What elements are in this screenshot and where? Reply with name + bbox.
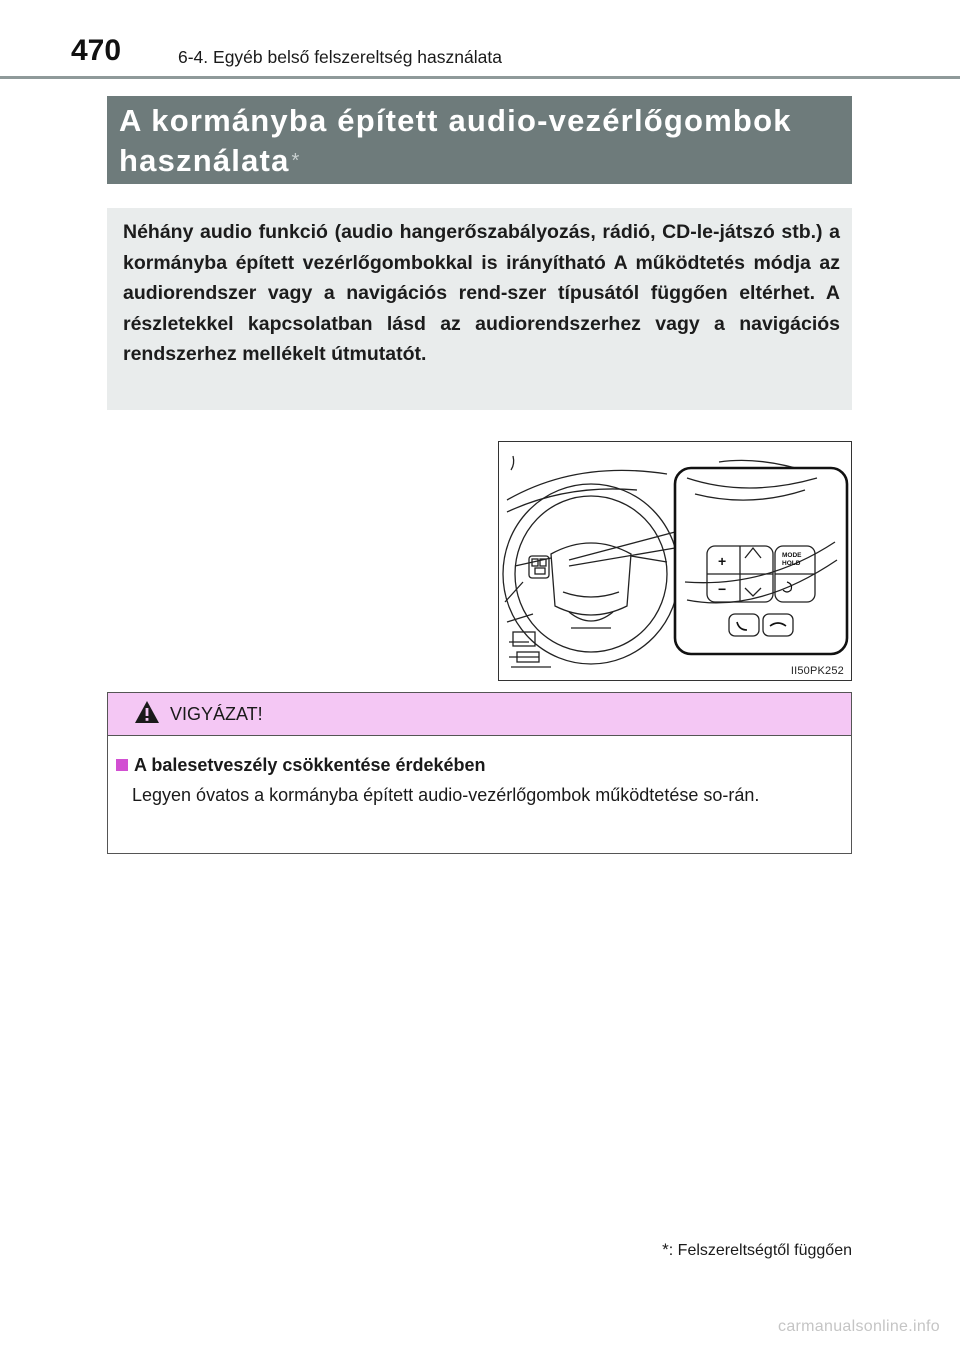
page-title <box>119 101 840 181</box>
caution-box <box>107 692 852 854</box>
zoom-callout <box>675 468 847 654</box>
warning-triangle-icon <box>134 700 160 724</box>
footnote-marker: * <box>662 1240 669 1259</box>
title-line-1: A kormányba épített audio-vezérlőgombok <box>119 103 792 138</box>
title-banner <box>107 96 852 184</box>
caution-subheading <box>116 755 486 776</box>
title-line-2: használata <box>119 143 290 178</box>
footnote <box>662 1240 852 1260</box>
footnote-text: : Felszereltségtől függően <box>668 1242 852 1259</box>
intro-text: Néhány audio funkció (audio hangerőszabályozás, rádió, CD-le-játszó stb.) a kormányba épített vezérlőgombokkal is irányítható A működtetés módja az audiorendszer vagy a navigációs rend-szer típusától függően eltérhet. A részletekkel kapcsolatban lásd az audiorendszerhez vagy a navigációs rendszerhez mellékelt útmutatót. <box>123 221 840 366</box>
header-divider <box>0 76 960 79</box>
volume-down-label: − <box>718 581 727 597</box>
intro-box <box>107 208 852 410</box>
title-footnote-marker: * <box>291 150 301 172</box>
steering-wheel-illustration <box>498 441 852 681</box>
section-header: 6-4. Egyéb belső felszereltség használata <box>178 47 502 67</box>
caution-header <box>108 693 851 736</box>
bullet-square-icon <box>116 759 128 771</box>
hold-label: HOLD <box>782 560 801 567</box>
figure-code: II50PK252 <box>790 665 844 677</box>
caution-body: Legyen óvatos a kormányba épített audio-vezérlőgombok működtetése so-rán. <box>132 785 760 805</box>
page-number: 470 <box>71 34 122 67</box>
mode-label: MODE <box>782 552 802 559</box>
caution-subheading-text: A balesetveszély csökkentése érdekében <box>134 755 486 775</box>
steering-wheel-drawing <box>499 442 853 682</box>
watermark: carmanualsonline.info <box>778 1318 940 1335</box>
caution-title: VIGYÁZAT! <box>170 704 263 724</box>
volume-up-label: + <box>718 553 727 569</box>
